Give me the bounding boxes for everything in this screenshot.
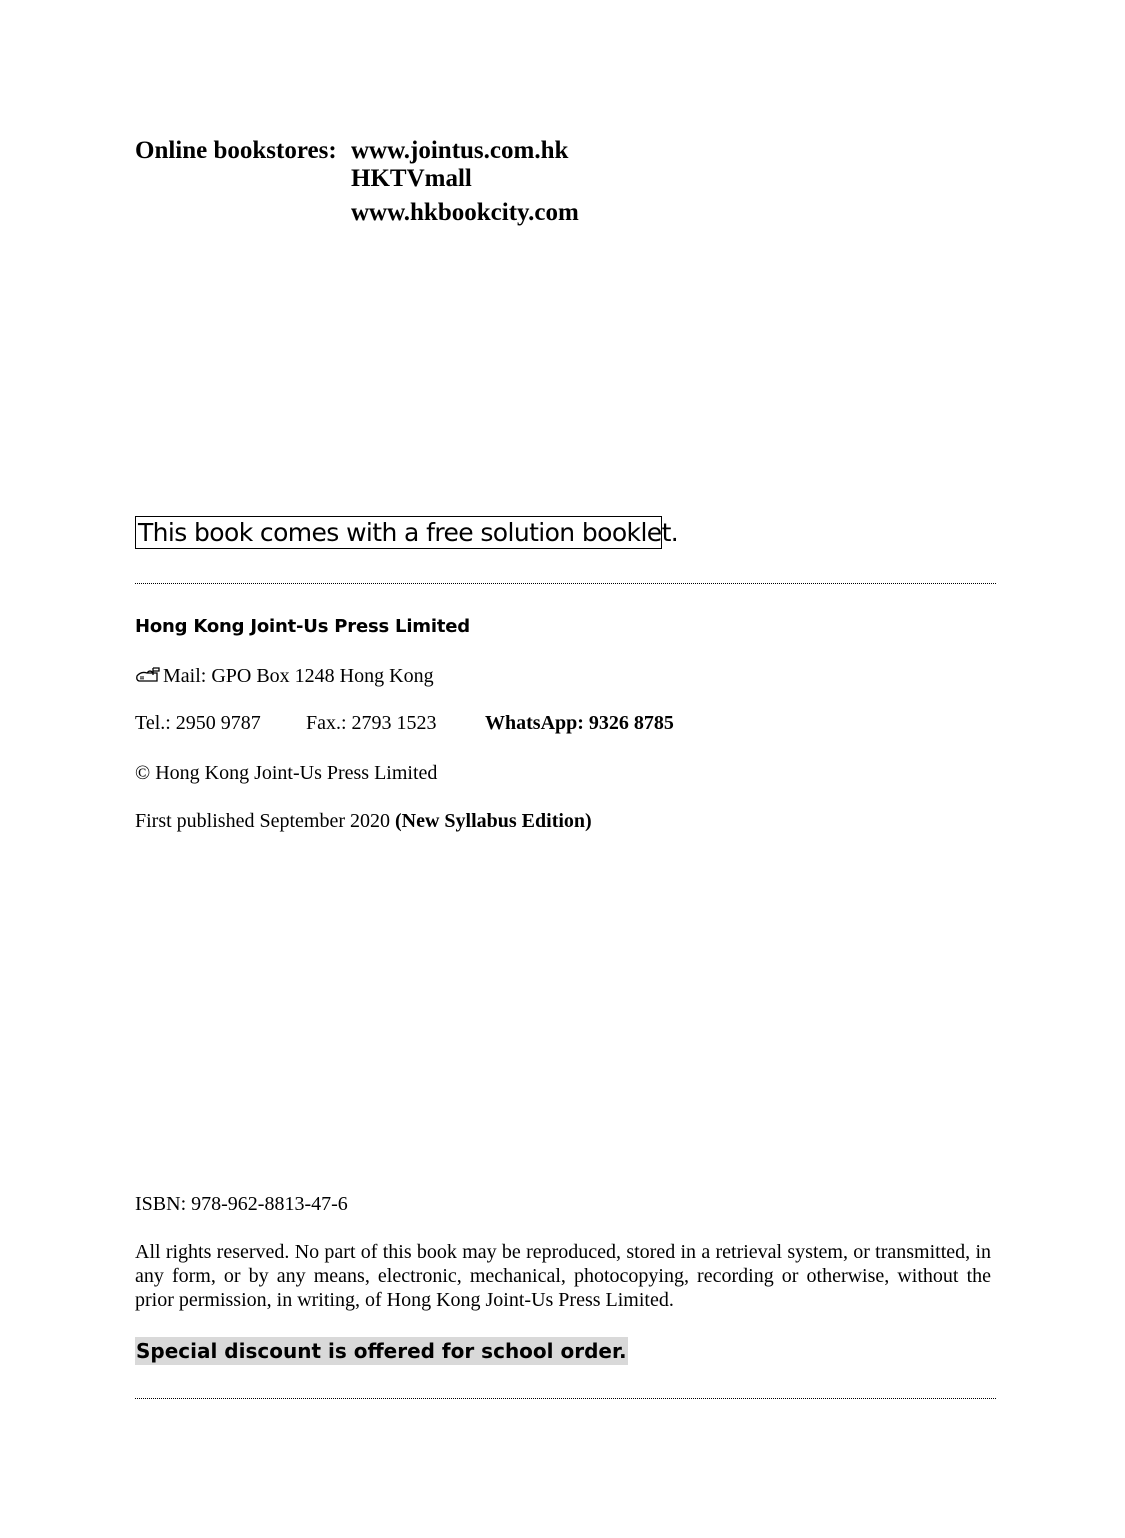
isbn: ISBN: 978-962-8813-47-6: [135, 1193, 348, 1215]
first-published: [135, 809, 592, 833]
divider-top: [135, 583, 996, 584]
bookstore-link-hktvmall[interactable]: HKTVmall: [351, 165, 472, 192]
first-published-text: First published September 2020: [135, 810, 395, 832]
mail-address: [135, 664, 434, 688]
solution-booklet-notice: This book comes with a free solution booklet.: [138, 518, 679, 547]
publisher-name: Hong Kong Joint-Us Press Limited: [135, 616, 470, 637]
mail-text: Mail: GPO Box 1248 Hong Kong: [163, 665, 434, 687]
bookstores-label: Online bookstores:: [135, 137, 337, 164]
fax: Fax.: 2793 1523: [306, 712, 437, 734]
mailbox-icon: [135, 666, 161, 684]
school-discount-notice: Special discount is offered for school order.: [136, 1339, 627, 1363]
copyright: © Hong Kong Joint-Us Press Limited: [135, 762, 438, 784]
edition-label: (New Syllabus Edition): [394, 810, 592, 832]
bookstore-link-hkbookcity[interactable]: www.hkbookcity.com: [351, 199, 579, 226]
bookstore-link-jointus[interactable]: www.jointus.com.hk: [351, 137, 569, 164]
rights-statement: All rights reserved. No part of this book may be reproduced, stored in a retrieval system, or transmitted, in any form, or by any means, electronic, mechanical, photocopying, recording or otherwise, without the prior permission, in writing, of Hong Kong Joint-Us Press Limited.: [135, 1241, 991, 1311]
telephone: Tel.: 2950 9787: [135, 712, 261, 734]
divider-bottom: [135, 1398, 996, 1399]
whatsapp: WhatsApp: 9326 8785: [485, 712, 674, 734]
